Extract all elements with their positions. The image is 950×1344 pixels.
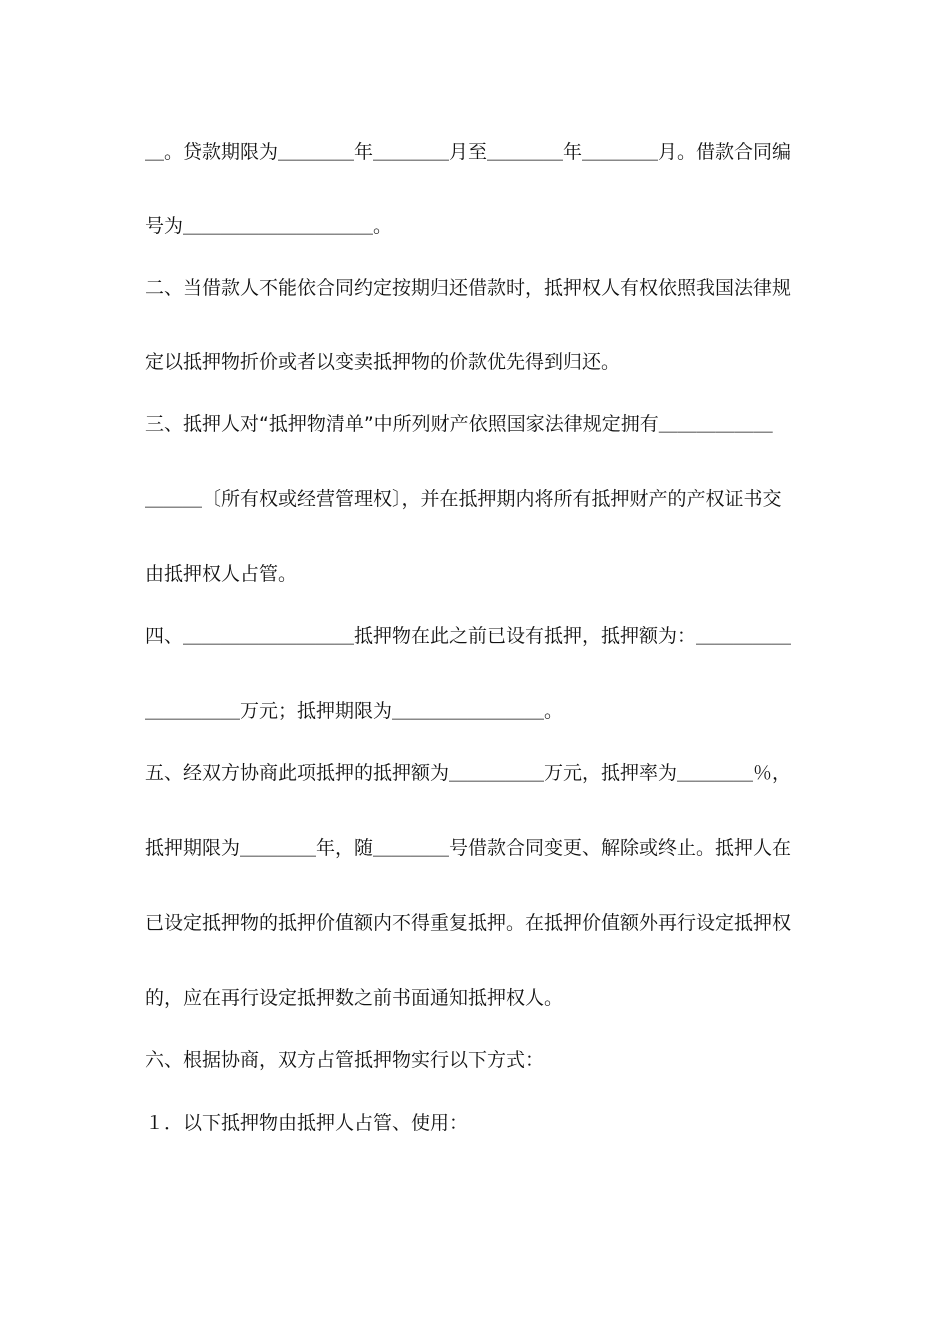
clause-3-line-2: ＿＿＿〔所有权或经营管理权〕，并在抵押期内将所有抵押财产的产权证书交	[145, 488, 782, 510]
clause-5-line-3: 已设定抵押物的抵押价值额内不得重复抵押。在抵押价值额外再行设定抵押权	[145, 912, 792, 934]
clause-2-line-1: 二、当借款人不能依合同约定按期归还借款时，抵押权人有权依照我国法律规	[145, 277, 792, 299]
clause-5-line-1: 五、经双方协商此项抵押的抵押额为＿＿＿＿＿万元，抵押率为＿＿＿＿％，	[145, 762, 792, 784]
clause-3-line-3: 由抵押权人占管。	[145, 563, 298, 585]
clause-3-line-1: 三、抵押人对“抵押物清单”中所列财产依照国家法律规定拥有＿＿＿＿＿＿	[145, 413, 773, 435]
clause-4-line-2: ＿＿＿＿＿万元；抵押期限为＿＿＿＿＿＿＿＿。	[145, 700, 564, 722]
clause-6-line-1: 六、根据协商，双方占管抵押物实行以下方式：	[145, 1049, 545, 1071]
clause-2-line-2: 定以抵押物折价或者以变卖抵押物的价款优先得到归还。	[145, 351, 621, 373]
paragraph-line-loan-term: ＿。贷款期限为＿＿＿＿年＿＿＿＿月至＿＿＿＿年＿＿＿＿月。借款合同编	[145, 141, 792, 163]
clause-6-item-1: １．以下抵押物由抵押人占管、使用：	[145, 1112, 469, 1134]
clause-4-line-1: 四、＿＿＿＿＿＿＿＿＿抵押物在此之前已设有抵押，抵押额为：＿＿＿＿＿	[145, 625, 792, 647]
clause-5-line-2: 抵押期限为＿＿＿＿年，随＿＿＿＿号借款合同变更、解除或终止。抵押人在	[145, 837, 792, 859]
paragraph-line-contract-number: 号为＿＿＿＿＿＿＿＿＿＿。	[145, 215, 393, 237]
clause-5-line-4: 的，应在再行设定抵押数之前书面通知抵押权人。	[145, 987, 564, 1009]
